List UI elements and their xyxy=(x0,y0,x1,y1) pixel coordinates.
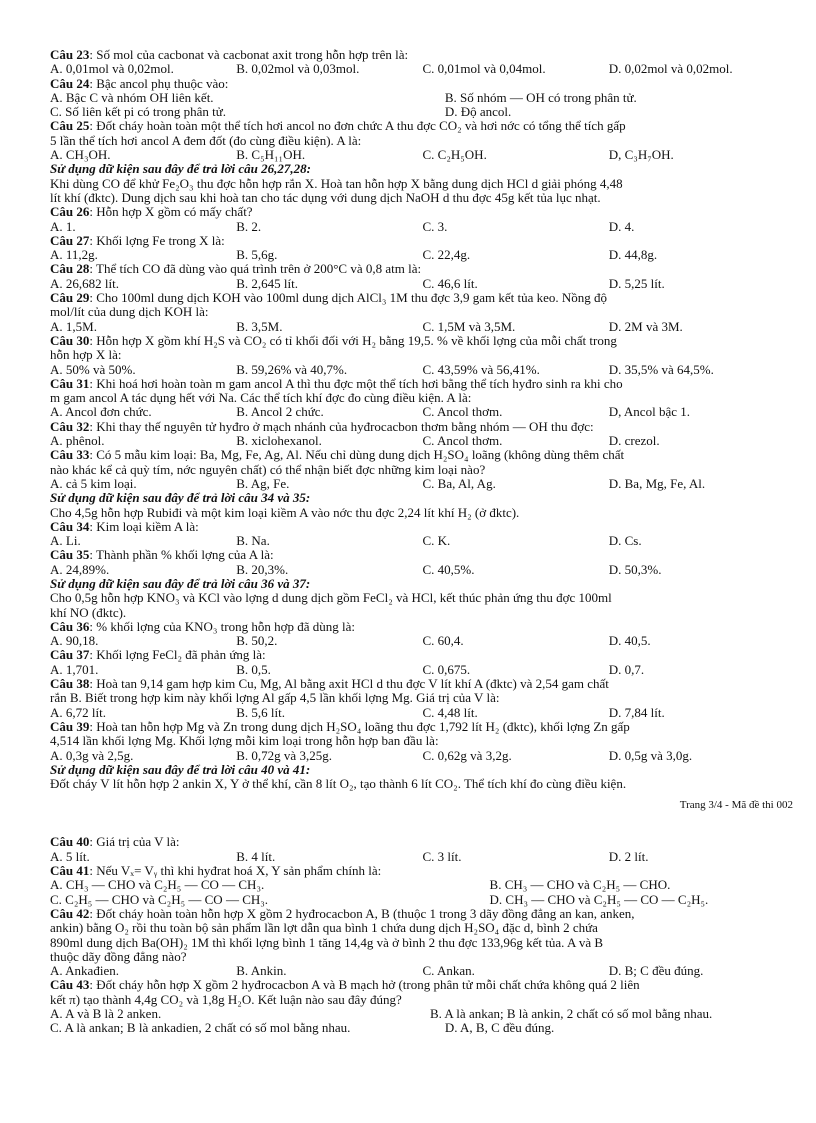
answer-options xyxy=(50,663,795,677)
answer-option: A. 1. xyxy=(50,218,76,234)
answer-options xyxy=(50,850,795,864)
answer-option: A. Ancol đơn chức. xyxy=(50,404,152,420)
answer-options xyxy=(50,320,795,334)
question-number: Câu 31 xyxy=(50,375,90,391)
answer-option: A. A và B là 2 anken. xyxy=(50,1006,162,1021)
answer-option: B. xiclohexanol. xyxy=(236,433,322,449)
question-line xyxy=(50,262,795,276)
questions-block-page-4 xyxy=(50,835,795,1035)
question-line xyxy=(50,377,795,391)
question-text: : Đốt cháy hỗn hợp X gồm 2 hyđrocacbon A và B mạch hở (trong phân tử mỗi chất chứa không quá 2 liên xyxy=(89,977,640,993)
question-line xyxy=(50,77,795,91)
answer-option: C. 0,01mol và 0,04mol. xyxy=(422,61,546,77)
question-line xyxy=(50,978,795,992)
answer-option: B. A là ankan; B là ankin, 2 chất có số mol bằng nhau. xyxy=(429,1006,713,1021)
text-line: thuộc dãy đồng đẳng nào? xyxy=(50,948,187,964)
answer-option: D. Ba, Mg, Fe, Al. xyxy=(608,475,706,491)
question-number: Câu 25 xyxy=(50,118,90,134)
answer-option: A. Li. xyxy=(50,533,81,549)
answer-options xyxy=(50,878,795,892)
question-number: Câu 42 xyxy=(50,905,90,921)
data-section-heading: Sử dụng dữ kiện sau đây để trả lời câu 40 và 41: xyxy=(50,761,311,777)
answer-option: C. Số liên kết pi có trong phân tử. xyxy=(50,104,227,120)
text-line: rắn B. Biết trong hợp kim này khối lợng Al gấp 4,5 lần khối lợng Mg. Giá trị của V là: xyxy=(50,690,500,706)
text-line: Cho 0,5g hỗn hợp KNO₃ và KCl vào lợng d dung dịch gồm FeCl₂ và HCl, kết thúc phản ứng thu đợc 100ml xyxy=(50,590,612,606)
question-text: : Hoà tan 9,14 gam hợp kim Cu, Mg, Al bằng axit HCl d thu đợc V lít khí A (đktc) và 2,54 gam chất xyxy=(89,676,609,692)
answer-option: A. phênol. xyxy=(50,433,105,449)
answer-option: D. A, B, C đều đúng. xyxy=(444,1020,555,1036)
question-line xyxy=(50,205,795,219)
answer-option: C. 3. xyxy=(422,218,448,234)
text-line: m gam ancol A tác dụng hết với Na. Các thể tích khí đợc đo cùng điều kiện. A là: xyxy=(50,390,472,406)
answer-option: A. 26,682 lít. xyxy=(50,275,119,291)
question-line xyxy=(50,119,795,133)
answer-options xyxy=(50,248,795,262)
answer-option: B. 0,02mol và 0,03mol. xyxy=(236,61,360,77)
answer-option: B. 4 lít. xyxy=(236,848,276,864)
answer-options xyxy=(50,1007,795,1021)
text-line: mol/lít của dung dịch KOH là: xyxy=(50,304,209,320)
question-line xyxy=(50,420,795,434)
answer-options xyxy=(50,277,795,291)
question-text: : Bậc ancol phụ thuộc vào: xyxy=(89,75,229,91)
answer-option: B. 50,2. xyxy=(236,633,278,649)
question-text: : Thành phần % khối lợng của A là: xyxy=(89,547,274,563)
answer-option: B. 59,26% và 40,7%. xyxy=(236,361,348,377)
answer-option: D. 35,5% và 64,5%. xyxy=(608,361,714,377)
question-line xyxy=(50,677,795,691)
question-text: : Nếu Vₓ= Vᵧ thì khi hyđrat hoá X, Y sản phẩm chính là: xyxy=(89,863,382,879)
question-text: : Kim loại kiềm A là: xyxy=(89,518,199,534)
text-line: Đốt cháy V lít hỗn hợp 2 ankin X, Y ở thể khí, cần 8 lít O₂, tạo thành 6 lít CO₂. Thể tích khí đo cùng điều kiện. xyxy=(50,776,627,792)
question-text: : Khối lợng FeCl₂ đã phản ứng là: xyxy=(89,647,266,663)
question-line xyxy=(50,620,795,634)
answer-option: A. 1,701. xyxy=(50,661,99,677)
question-text: : Hỗn hợp X gồm khí H₂S và CO₂ có tỉ khối đối với H₂ bằng 19,5. % về khối lợng của mỗi chất trong xyxy=(89,332,617,348)
text-line: nào khác kể cả quỳ tím, nớc nguyên chất) có thể nhận biết đợc những kim loại nào? xyxy=(50,461,486,477)
question-text: : Đốt cháy hoàn toàn một thể tích hơi ancol no đơn chức A thu đợc CO₂ và hơi nớc có tổng thể tích gấp xyxy=(89,118,626,134)
answer-option: D. Độ ancol. xyxy=(444,104,512,120)
data-section-heading: Sử dụng dữ kiện sau đây để trả lời câu 36 và 37: xyxy=(50,575,311,591)
question-line xyxy=(50,448,795,462)
answer-option: D. B; C đều đúng. xyxy=(608,963,704,979)
question-text: : Khi hoá hơi hoàn toàn m gam ancol A thì thu đợc một thể tích hơi bằng thể tích hyđro sinh ra khi cho xyxy=(89,375,623,391)
question-number: Câu 41 xyxy=(50,863,90,879)
text-line: lít khí (đktc). Dung dịch sau khi hoà tan cho tác dụng với dung dịch NaOH d thu đợc 45g kết tủa lục nhạt. xyxy=(50,189,601,205)
answer-options xyxy=(50,477,795,491)
answer-option: C. C₂H₅ — CHO và C₂H₅ — CO — CH₃. xyxy=(50,891,269,907)
answer-option: A. 1,5M. xyxy=(50,318,97,334)
answer-option: D. 2 lít. xyxy=(608,848,649,864)
answer-option: A. 11,2g. xyxy=(50,247,98,263)
answer-options xyxy=(50,91,795,105)
question-number: Câu 28 xyxy=(50,261,90,277)
answer-option: C. K. xyxy=(422,533,451,549)
answer-option: D. 0,7. xyxy=(608,661,645,677)
answer-option: D. 44,8g. xyxy=(608,247,658,263)
answer-options xyxy=(50,706,795,720)
answer-option: D. CH₃ — CHO và C₂H₅ — CO — C₂H₅. xyxy=(489,891,709,907)
question-line xyxy=(50,720,795,734)
answer-option: B. Na. xyxy=(236,533,270,549)
answer-option: A. 6,72 lít. xyxy=(50,704,106,720)
answer-option: B. Ag, Fe. xyxy=(236,475,290,491)
question-text: : Thể tích CO đã dùng vào quá trình trên ở 200°C và 0,8 atm là: xyxy=(89,261,422,277)
question-text: : Đốt cháy hoàn toàn hỗn hợp X gồm 2 hyđrocacbon A, B (thuộc 1 trong 3 dãy đồng đẳng an kan, anken, xyxy=(89,905,635,921)
answer-options xyxy=(50,1021,795,1035)
answer-option: B. 0,5. xyxy=(236,661,271,677)
answer-option: C. 40,5%. xyxy=(422,561,475,577)
question-number: Câu 37 xyxy=(50,647,90,663)
answer-options xyxy=(50,964,795,978)
question-number: Câu 36 xyxy=(50,618,90,634)
answer-option: A. 90,18. xyxy=(50,633,99,649)
data-section-heading: Sử dụng dữ kiện sau đây để trả lời câu 34 và 35: xyxy=(50,490,311,506)
text-line: khí NO (đktc). xyxy=(50,604,127,620)
answer-option: C. Ancol thơm. xyxy=(422,433,503,449)
question-text: : Hoà tan hỗn hợp Mg và Zn trong dung dịch H₂SO₄ loãng thu đợc 1,792 lít H₂ (đktc), khối lợng Zn gấp xyxy=(89,718,630,734)
question-line xyxy=(50,48,795,62)
answer-option: C. C₂H₅OH. xyxy=(422,147,487,163)
answer-option: D. 50,3%. xyxy=(608,561,662,577)
answer-option: C. A là ankan; B là ankadien, 2 chất có số mol bằng nhau. xyxy=(50,1020,351,1036)
question-number: Câu 35 xyxy=(50,547,90,563)
answer-option: C. 43,59% và 56,41%. xyxy=(422,361,540,377)
answer-option: B. 5,6 lít. xyxy=(236,704,286,720)
question-number: Câu 32 xyxy=(50,418,90,434)
answer-option: A. 24,89%. xyxy=(50,561,110,577)
question-number: Câu 29 xyxy=(50,290,90,306)
answer-option: A. CH₃ — CHO và C₂H₅ — CO — CH₃. xyxy=(50,877,265,893)
question-text: : Khi thay thế nguyên tử hyđro ở mạch nhánh của hyđrocacbon thơm bằng nhóm — OH thu đợc: xyxy=(89,418,594,434)
answer-option: D. 0,5g và 3,0g. xyxy=(608,747,693,763)
answer-option: C. 0,62g và 3,2g. xyxy=(422,747,512,763)
answer-option: A. 50% và 50%. xyxy=(50,361,136,377)
answer-option: B. 3,5M. xyxy=(236,318,283,334)
answer-option: D. 5,25 lít. xyxy=(608,275,665,291)
answer-options xyxy=(50,749,795,763)
text-line: Khi dùng CO để khử Fe₂O₃ thu đợc hỗn hợp rắn X. Hoà tan hỗn hợp X bằng dung dịch HCl d giải phóng 4,48 xyxy=(50,175,623,191)
answer-option: B. 2. xyxy=(236,218,262,234)
answer-option: A. cả 5 kim loại. xyxy=(50,475,137,491)
question-line xyxy=(50,291,795,305)
question-text: : Số mol của cacbonat và cacbonat axit trong hỗn hợp trên là: xyxy=(89,47,409,62)
answer-options xyxy=(50,62,795,76)
answer-option: C. Ba, Al, Ag. xyxy=(422,475,496,491)
question-number: Câu 43 xyxy=(50,977,90,993)
questions-block-page-3 xyxy=(50,48,795,791)
answer-option: C. 4,48 lít. xyxy=(422,704,478,720)
answer-option: A. Ankađien. xyxy=(50,963,119,979)
question-text: : Giá trị của V là: xyxy=(89,834,180,850)
question-text: : Khối lợng Fe trong X là: xyxy=(89,232,225,248)
answer-option: B. 0,72g và 3,25g. xyxy=(236,747,332,763)
question-text: : % khối lợng của KNO₃ trong hỗn hợp đã dùng là: xyxy=(89,618,355,634)
text-line: Cho 4,5g hỗn hợp Rubiđi và một kim loại kiềm A vào nớc thu đợc 2,24 lít khí H₂ (ở đktc). xyxy=(50,504,520,520)
answer-option: C. 0,675. xyxy=(422,661,471,677)
answer-option: B. 5,6g. xyxy=(236,247,278,263)
question-number: Câu 34 xyxy=(50,518,90,534)
answer-options xyxy=(50,534,795,548)
answer-options xyxy=(50,563,795,577)
answer-option: C. 3 lít. xyxy=(422,848,462,864)
answer-option: A. Bậc C và nhóm OH liên kết. xyxy=(50,89,214,105)
answer-option: B. Ancol 2 chức. xyxy=(236,404,324,420)
answer-options xyxy=(50,148,795,162)
answer-option: B. 20,3%. xyxy=(236,561,289,577)
answer-option: C. 22,4g. xyxy=(422,247,471,263)
text-line: hỗn hợp X là: xyxy=(50,347,122,363)
question-number: Câu 23 xyxy=(50,47,90,62)
answer-option: D. 40,5. xyxy=(608,633,651,649)
answer-option: A. 0,01mol và 0,02mol. xyxy=(50,61,174,77)
answer-options xyxy=(50,634,795,648)
answer-option: D. crezol. xyxy=(608,433,660,449)
question-number: Câu 39 xyxy=(50,718,90,734)
answer-option: D. Cs. xyxy=(608,533,642,549)
answer-options xyxy=(50,893,795,907)
answer-option: D. 2M và 3M. xyxy=(608,318,683,334)
answer-option: D. 4. xyxy=(608,218,635,234)
exam-page xyxy=(50,48,795,1036)
question-line xyxy=(50,234,795,248)
answer-option: B. CH₃ — CHO và C₂H₅ — CHO. xyxy=(489,877,671,893)
text-line: kết π) tạo thành 4,4g CO₂ và 1,8g H₂O. Kết luận nào sau đây đúng? xyxy=(50,991,402,1007)
answer-option: B. Ankin. xyxy=(236,963,287,979)
answer-options xyxy=(50,105,795,119)
answer-option: C. Ankan. xyxy=(422,963,475,979)
answer-option: B. Số nhóm — OH có trong phân tử. xyxy=(444,89,637,105)
question-line xyxy=(50,835,795,849)
answer-option: B. 2,645 lít. xyxy=(236,275,299,291)
answer-option: D, C₃H₇OH. xyxy=(608,147,674,163)
question-number: Câu 27 xyxy=(50,232,90,248)
question-number: Câu 38 xyxy=(50,676,90,692)
page-footer: Trang 3/4 - Mã đề thi 002 xyxy=(679,799,793,812)
answer-option: D, Ancol bậc 1. xyxy=(608,404,690,420)
data-section-heading: Sử dụng dữ kiện sau đây để trả lời câu 26,27,28: xyxy=(50,161,311,177)
question-number: Câu 33 xyxy=(50,447,90,463)
answer-options xyxy=(50,220,795,234)
question-number: Câu 24 xyxy=(50,75,90,91)
question-line xyxy=(50,520,795,534)
answer-option: C. 46,6 lít. xyxy=(422,275,478,291)
question-number: Câu 30 xyxy=(50,332,90,348)
text-line: 890ml dung dịch Ba(OH)₂ 1M thì khối lợng bình 1 tăng 14,4g và ở bình 2 thu đợc 133,96g kết tủa. A và B xyxy=(50,934,604,950)
question-number: Câu 26 xyxy=(50,204,90,220)
text-line: ankin) bằng O₂ rồi thu toàn bộ sản phẩm lần lợt dẫn qua bình 1 chứa dung dịch H₂SO₄ đặc d, bình 2 chứa xyxy=(50,920,598,936)
answer-option: C. 60,4. xyxy=(422,633,464,649)
answer-option: D. 0,02mol và 0,02mol. xyxy=(608,61,733,77)
answer-options xyxy=(50,405,795,419)
answer-option: C. 1,5M và 3,5M. xyxy=(422,318,516,334)
answer-option: A. 0,3g và 2,5g. xyxy=(50,747,134,763)
text-line: 5 lần thể tích hơi ancol A đem đốt (đo cùng điều kiện). A là: xyxy=(50,132,362,148)
question-line xyxy=(50,648,795,662)
answer-options xyxy=(50,434,795,448)
answer-option: B. C₅H₁₁OH. xyxy=(236,147,306,163)
question-line xyxy=(50,907,795,921)
question-line xyxy=(50,548,795,562)
question-line xyxy=(50,334,795,348)
answer-option: A. 5 lít. xyxy=(50,848,90,864)
question-text: : Có 5 mẫu kim loại: Ba, Mg, Fe, Ag, Al. Nếu chỉ dùng dung dịch H₂SO₄ loãng (không dùng thêm chất xyxy=(89,447,625,463)
answer-option: D. 7,84 lít. xyxy=(608,704,665,720)
question-number: Câu 40 xyxy=(50,834,90,850)
question-text: : Cho 100ml dung dịch KOH vào 100ml dung dịch AlCl₃ 1M thu đợc 3,9 gam kết tủa keo. Nồng độ xyxy=(89,290,608,306)
question-line xyxy=(50,864,795,878)
answer-option: C. Ancol thơm. xyxy=(422,404,503,420)
text-line: 4,514 lần khối lợng Mg. Khối lợng mỗi kim loại trong hỗn hợp ban đầu là: xyxy=(50,733,439,749)
answer-option: A. CH₃OH. xyxy=(50,147,111,163)
question-text: : Hỗn hợp X gồm có mấy chất? xyxy=(89,204,253,220)
answer-options xyxy=(50,363,795,377)
